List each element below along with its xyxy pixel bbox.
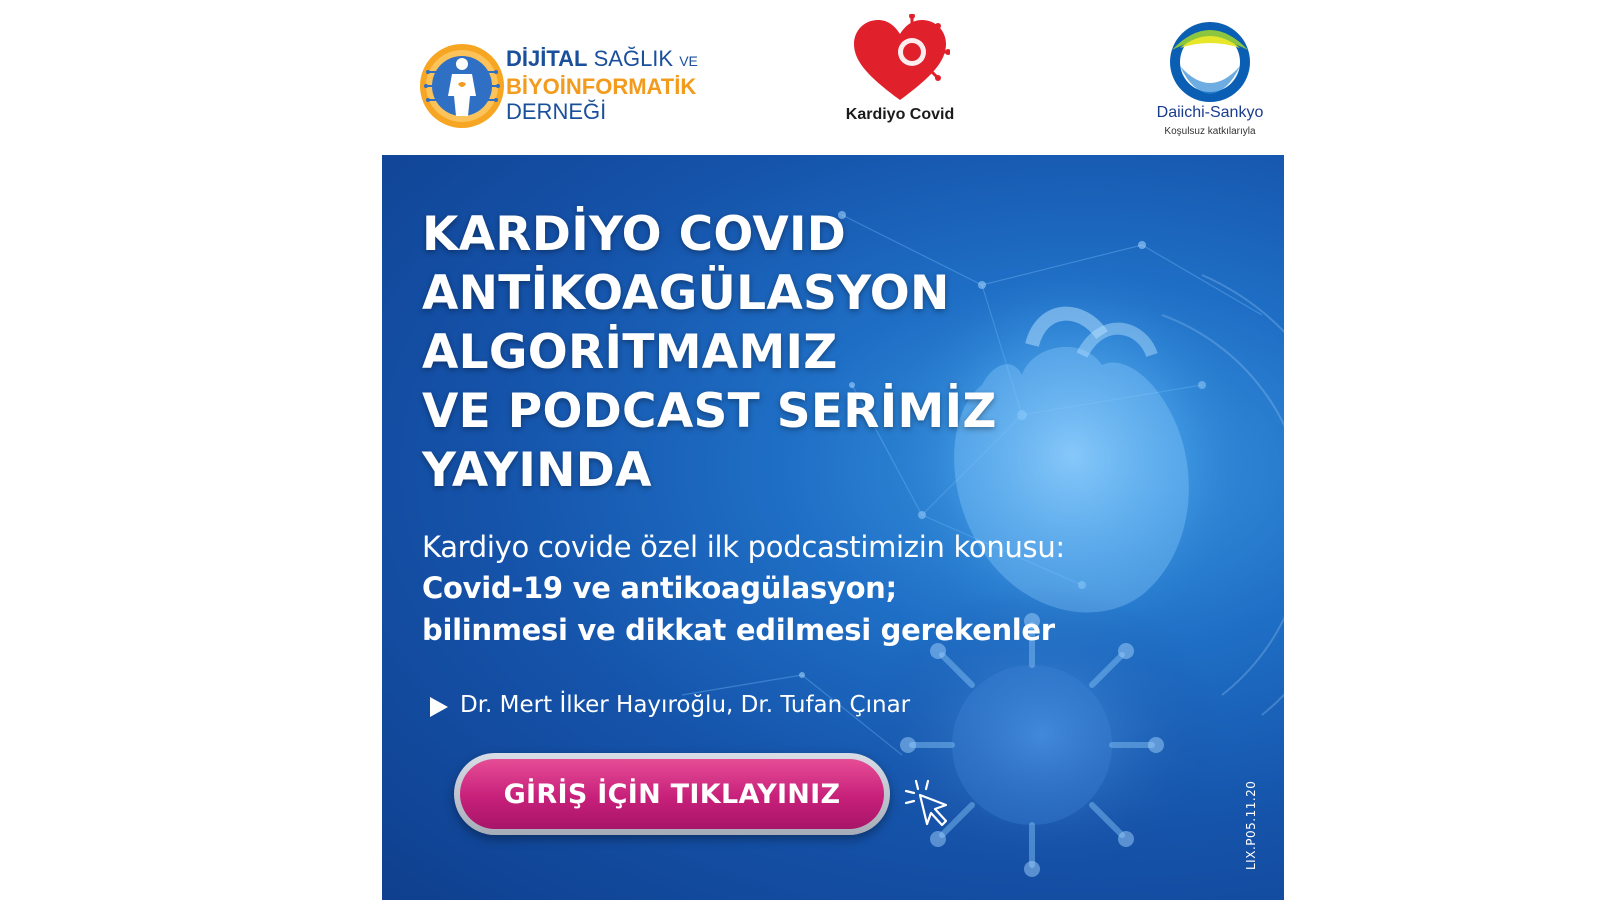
podcast-topic-line-2: bilinmesi ve dikkat edilmesi gerekenler	[422, 613, 1055, 647]
daiichi-name: Daiichi-Sankyo	[1156, 104, 1264, 121]
podcast-intro-text: Kardiyo covide özel ilk podcastimizin konusu:	[422, 530, 1065, 564]
headline-line-4: VE PODCAST SERİMİZ	[422, 384, 997, 439]
daiichi-sankyo-logo	[1140, 20, 1280, 144]
speakers	[430, 685, 910, 725]
podcast-topic-line-1: Covid-19 ve antikoagülasyon;	[422, 571, 897, 605]
headline	[422, 205, 1142, 500]
login-button-label: GİRİŞ İÇİN TIKLAYINIZ	[460, 759, 884, 829]
headline-line-2: ANTİKOAGÜLASYON	[422, 266, 950, 321]
dsbd-logo	[418, 42, 718, 132]
dsbd-wordmark	[506, 46, 698, 124]
human-body-circuit-icon	[418, 42, 506, 130]
dsbd-line2: BİYOİNFORMATİK	[506, 74, 697, 99]
login-button[interactable]	[454, 753, 890, 835]
play-icon	[430, 697, 448, 717]
kardiyo-covid-logo	[830, 14, 970, 126]
headline-line-1: KARDİYO COVID	[422, 207, 847, 262]
podcast-intro	[422, 527, 1242, 651]
banner	[382, 155, 1284, 900]
logo-bar	[0, 0, 1600, 152]
dsbd-line3: DERNEĞİ	[506, 99, 607, 124]
kardiyo-covid-label: Kardiyo Covid	[845, 106, 955, 123]
speakers-text: Dr. Mert İlker Hayıroğlu, Dr. Tufan Çınar	[460, 692, 911, 718]
heart-virus-icon	[850, 14, 950, 106]
cursor-click-icon	[902, 777, 958, 833]
headline-line-5: YAYINDA	[422, 443, 652, 498]
dsbd-line1-bold: DİJİTAL	[506, 46, 588, 71]
dsbd-line1-small: VE	[679, 53, 698, 69]
dsbd-line1-regular: SAĞLIK	[593, 46, 674, 71]
headline-line-3: ALGORİTMAMIZ	[422, 325, 838, 380]
document-code: LIX.P05.11.20	[1244, 780, 1258, 870]
daiichi-subtitle: Koşulsuz katkılarıyla	[1164, 126, 1256, 137]
daiichi-circle-icon	[1168, 20, 1252, 104]
